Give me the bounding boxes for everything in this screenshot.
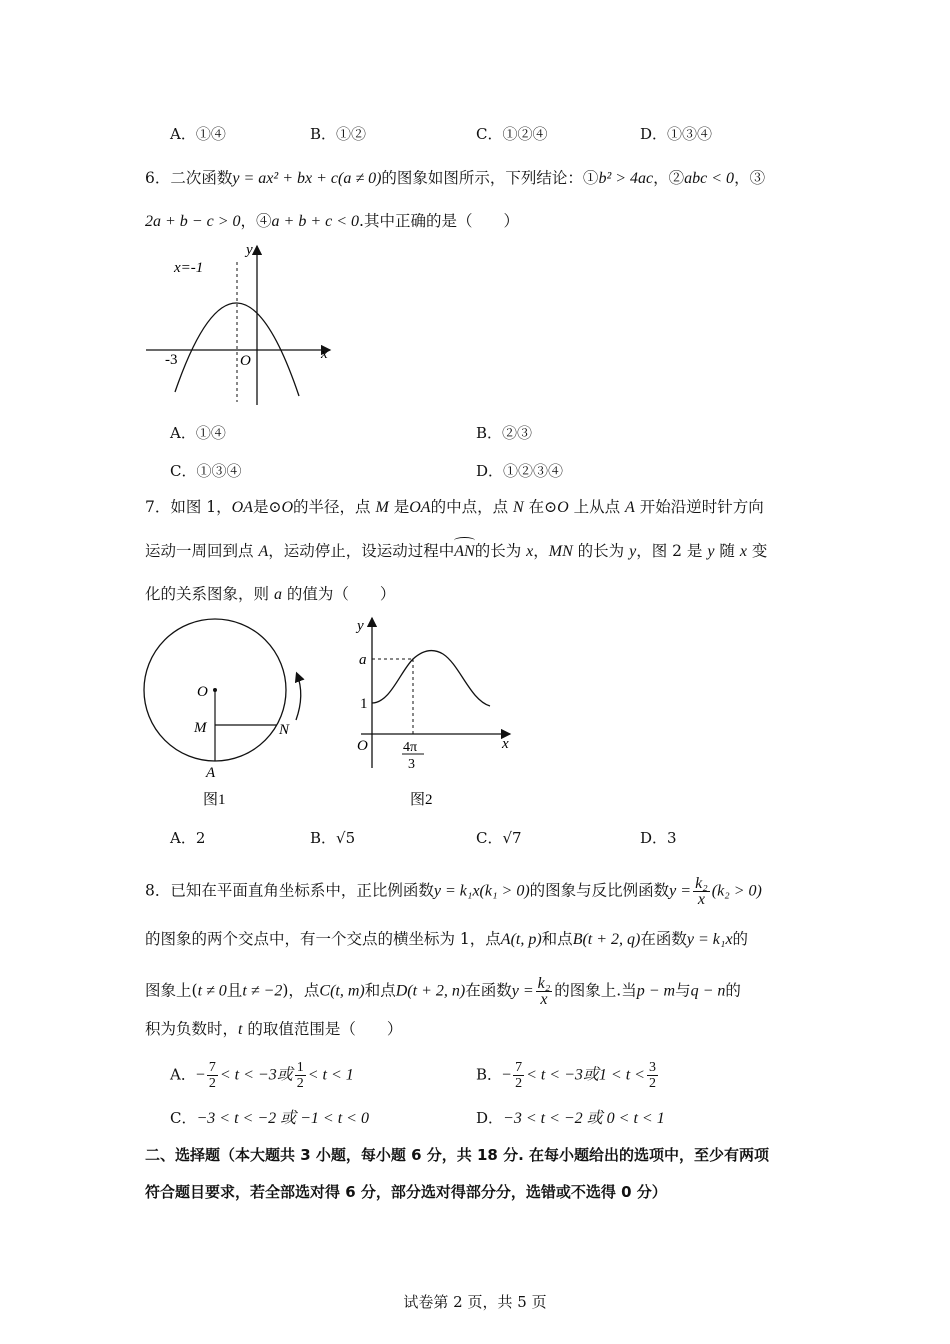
q8-stem-line2: 的图象的两个交点中，有一个交点的横坐标为 1，点A(t, p)和点B(t + 2, q)在函数y = k₁x的 [145, 930, 749, 948]
label-a: A [206, 765, 216, 781]
tick-denominator: 3 [408, 757, 415, 772]
y-curve [372, 651, 490, 706]
q5-option-b: B．①② [310, 125, 367, 143]
section2-heading-line2: 符合题目要求，若全部选对得 6 分，部分选对得部分分，选错或不选得 0 分） [145, 1183, 667, 1201]
x-axis-label: x [502, 736, 509, 752]
q6-option-b: B．②③ [476, 424, 533, 442]
y-axis-label: y [357, 618, 364, 634]
tick-numerator: 4π [403, 740, 418, 755]
figure1-caption: 图1 [203, 792, 226, 808]
q8-option-a: A．− $\frac{7}{2}$ < t < −3或 $\frac{1}{2}$ < t < 1 [170, 1060, 354, 1091]
label-n: N [279, 722, 290, 738]
x-axis-label: x [321, 346, 328, 362]
q7-stem-line3: 化的关系图象，则 a 的值为（ ） [145, 585, 396, 603]
q7-option-c: C．√7 [476, 829, 522, 847]
origin-label: O [240, 353, 251, 369]
q6-option-a: A．①④ [170, 424, 226, 442]
figure2-caption: 图2 [410, 792, 433, 808]
arc-an: AN [454, 542, 474, 562]
q5-option-a: A．①④ [170, 125, 226, 143]
one-label: 1 [360, 696, 368, 712]
origin-label: O [357, 738, 368, 754]
q8-stem-line1: 8．已知在平面直角坐标系中，正比例函数y = k₁x(k₁ > 0)的图象与反比例函数y = $\frac{\text{k₂}}{x}$ (k₂ > 0) [145, 875, 762, 908]
tick-label: -3 [165, 352, 178, 368]
page-footer: 试卷第 2 页，共 5 页 [403, 1293, 547, 1311]
y-axis-label: y [246, 242, 253, 258]
ccw-arrow-icon [296, 674, 301, 720]
q6-stem-line2: 2a + b − c > 0，④a + b + c < 0.其中正确的是（ ） [145, 212, 519, 230]
q8-stem-line4: 积为负数时，t 的取值范围是（ ） [145, 1020, 403, 1038]
q8-option-c: C．−3 < t < −2 或 −1 < t < 0 [170, 1109, 369, 1127]
q7-graph-figure [345, 610, 525, 815]
q8-option-b: B．− $\frac{7}{2}$ < t < −3或1 < t < $\frac{3}{2}$ [476, 1060, 656, 1091]
q6-option-d: D．①②③④ [476, 462, 564, 480]
q5-option-c: C．①②④ [476, 125, 548, 143]
q7-stem-line1: 7．如图 1，OA是⊙O的半径，点 M 是OA的中点，点 N 在⊙O 上从点 A 开始沿逆时针方向 [145, 498, 764, 516]
q8-option-d: D．−3 < t < −2 或 0 < t < 1 [476, 1109, 665, 1127]
q7-circle-figure [135, 610, 335, 815]
q7-stem-line2: 运动一周回到点 A，运动停止，设运动过程中 AN的长为 x，MN 的长为 y，图 2 是 y 随 x 变 [145, 541, 767, 562]
q7-option-d: D．3 [640, 829, 677, 847]
q7-option-b: B．√5 [310, 829, 356, 847]
q6-stem-line1: 6．二次函数y = ax² + bx + c(a ≠ 0)的图象如图所示，下列结论：①b² > 4ac，②abc < 0，③ [145, 169, 766, 187]
q7-option-a: A．2 [170, 829, 206, 847]
label-m: M [194, 720, 207, 736]
symmetry-label: x=-1 [174, 260, 204, 276]
a-label: a [359, 652, 367, 668]
q6-parabola-figure [140, 240, 340, 410]
q6-option-c: C．①③④ [170, 462, 242, 480]
section2-heading-line1: 二、选择题（本大题共 3 小题，每小题 6 分，共 18 分. 在每小题给出的选项中，至少有两项 [145, 1146, 770, 1164]
q5-option-d: D．①③④ [640, 125, 713, 143]
q8-stem-line3: 图象上(t ≠ 0且t ≠ −2)，点C(t, m)和点D(t + 2, n)在函数y = $\frac{\text{k₂}}{x}$ 的图象上.当p − m与q − n的 [145, 975, 741, 1008]
label-o: O [197, 684, 208, 700]
